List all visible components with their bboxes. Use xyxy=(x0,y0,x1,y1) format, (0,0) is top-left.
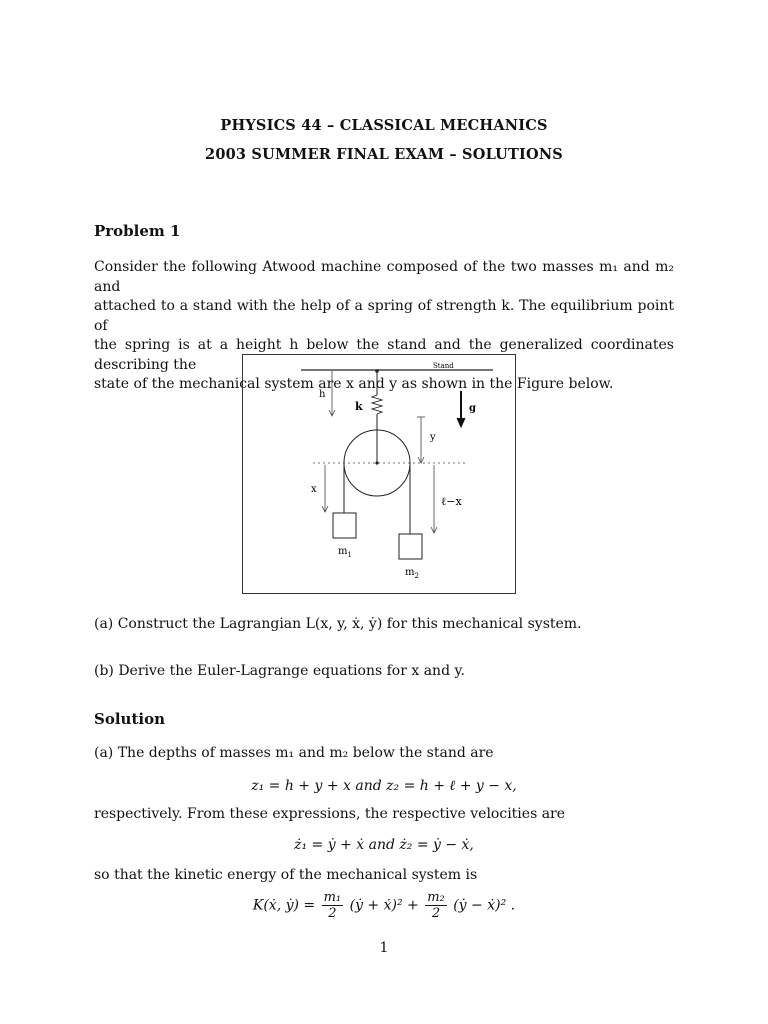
ke-end: (ẏ − ẋ)² . xyxy=(448,897,516,914)
equation-kinetic-energy xyxy=(0,890,768,921)
solution-line-2: respectively. From these expressions, the respective velocities are xyxy=(94,806,566,822)
intro-line-2: attached to a stand with the help of a spring of strength k. The equilibrium point of xyxy=(94,298,674,334)
g-arrow-head xyxy=(457,418,465,427)
exam-title: 2003 SUMMER FINAL EXAM – SOLUTIONS xyxy=(205,146,563,163)
m1-label: $m_1$ xyxy=(338,546,352,559)
course-title: PHYSICS 44 – CLASSICAL MECHANICS xyxy=(220,117,548,134)
atwood-machine-figure xyxy=(242,354,516,594)
solution-line-1: (a) The depths of masses m₁ and m₂ below the stand are xyxy=(94,745,494,761)
ke-frac-1-num: m₁ xyxy=(323,890,342,905)
question-part-b: (b) Derive the Euler-Lagrange equations for x and y. xyxy=(94,663,465,679)
lx-label: ℓ−x xyxy=(441,495,462,508)
solution-line-3: so that the kinetic energy of the mechanical system is xyxy=(94,867,478,883)
spring-coil xyxy=(372,395,382,414)
ke-frac-2 xyxy=(425,890,447,921)
equation-velocities: ż₁ = ẏ + ẋ and ż₂ = ẏ − ẋ, xyxy=(294,837,474,853)
ke-left: K(ẋ, ẏ) = xyxy=(252,897,320,914)
problem-heading: Problem 1 xyxy=(94,222,181,240)
mass-m1-box xyxy=(333,513,356,538)
atwood-diagram xyxy=(243,355,517,595)
question-part-a: (a) Construct the Lagrangian L(x, y, ẋ, ẏ) for this mechanical system. xyxy=(94,616,582,632)
ke-frac-1 xyxy=(322,890,344,921)
stand-label: Stand xyxy=(433,362,454,370)
g-label: g xyxy=(469,403,476,414)
mass-m2-box xyxy=(399,534,422,559)
m2-label: $m_2$ xyxy=(405,567,419,580)
h-label: h xyxy=(319,389,326,400)
equation-depths: z₁ = h + y + x and z₂ = h + ℓ + y − x, xyxy=(251,778,517,794)
y-label: y xyxy=(430,432,436,443)
ke-frac-2-den: 2 xyxy=(431,906,441,921)
intro-line-1: Consider the following Atwood machine composed of the two masses m₁ and m₂ and xyxy=(94,259,674,295)
intro-line-4: state of the mechanical system are x and y as shown in the Figure below. xyxy=(94,376,614,392)
ke-frac-1-den: 2 xyxy=(328,906,337,921)
k-label: k xyxy=(355,400,363,413)
page-number: 1 xyxy=(379,940,389,956)
x-label: x xyxy=(311,484,317,495)
intro-line-3: the spring is at a height h below the stand and the generalized coordinates describing the xyxy=(94,337,674,373)
ke-mid: (ẏ + ẋ)² + xyxy=(345,897,424,914)
ke-frac-2-num: m₂ xyxy=(427,890,445,905)
solution-heading: Solution xyxy=(94,710,165,728)
